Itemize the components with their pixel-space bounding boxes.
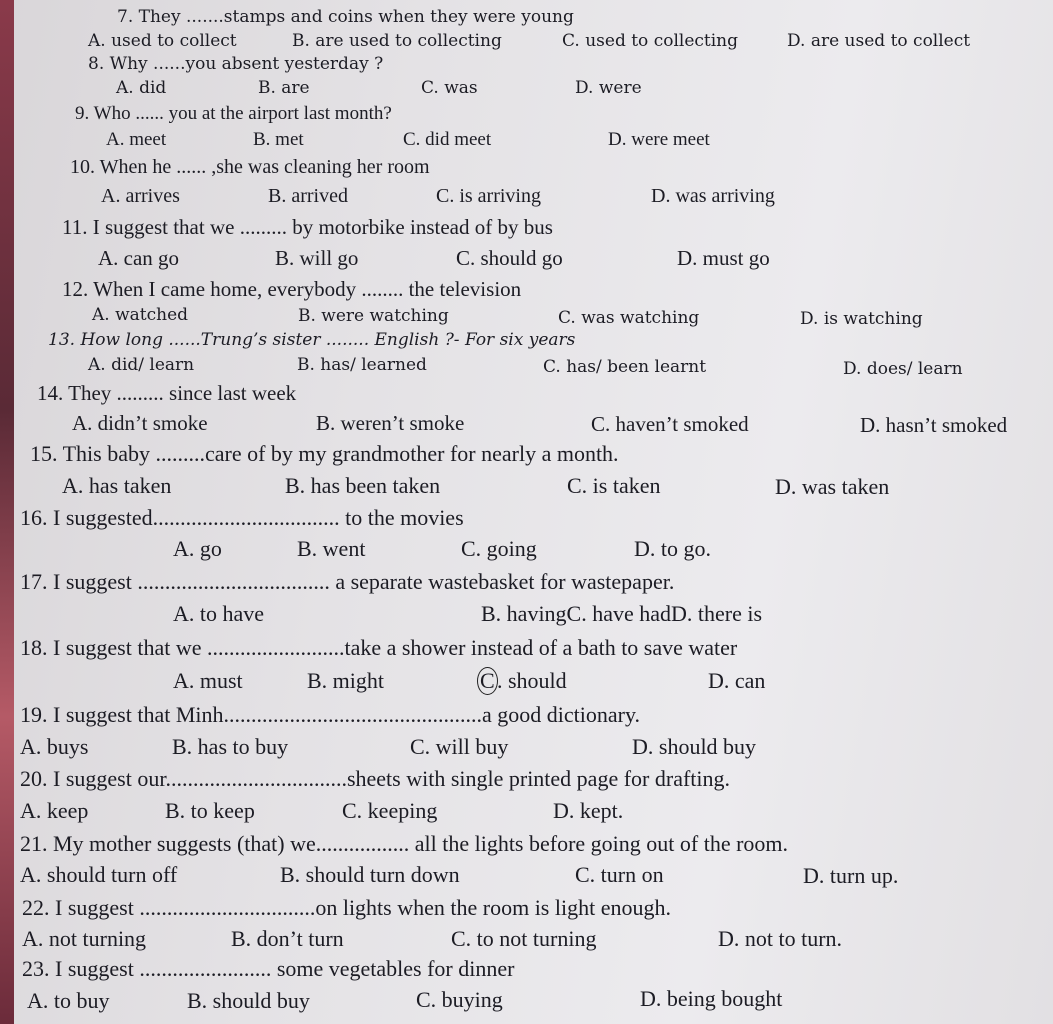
option-b: B. are used to collecting xyxy=(292,31,502,51)
option-c: C. was xyxy=(421,78,478,98)
option-a: A. arrives xyxy=(101,185,180,207)
option-c: C. did meet xyxy=(403,129,492,150)
question-stem: 11. I suggest that we ......... by motorbike instead of by bus xyxy=(62,215,553,239)
option-c: C. going xyxy=(461,536,537,561)
question-stem: 12. When I came home, everybody ........ the television xyxy=(62,277,522,301)
question-stem: 7. They .......stamps and coins when they were young xyxy=(117,7,574,27)
question-stem: 8. Why ......you absent yesterday ? xyxy=(88,54,384,74)
question-stem: 17. I suggest ................................... a separate wastebasket for wastepaper. xyxy=(20,569,675,594)
option-c: C. will buy xyxy=(410,734,509,759)
option-b: B. havingC. have hadD. there is xyxy=(481,601,763,626)
question-stem: 23. I suggest ........................ some vegetables for dinner xyxy=(22,956,515,981)
option-c-circled: C xyxy=(477,667,498,695)
question-stem: 15. This baby .........care of by my grandmother for nearly a month. xyxy=(30,441,619,466)
option-d: D. are used to collect xyxy=(787,31,971,51)
question-stem: 9. Who ...... you at the airport last month? xyxy=(75,103,392,124)
question-stem: 13. How long ......Trung’s sister ........ English ?- For six years xyxy=(48,330,576,350)
option-c: C. is arriving xyxy=(436,185,541,207)
option-a: A. to have xyxy=(173,601,265,626)
option-a: A. must xyxy=(173,668,243,693)
option-c-text: . should xyxy=(497,668,567,693)
question-stem: 20. I suggest our.................................sheets with single printed page for drafting. xyxy=(20,766,731,791)
option-a: A. did/ learn xyxy=(88,355,195,375)
option-c: C. used to collecting xyxy=(562,31,739,51)
option-b: B. might xyxy=(307,668,385,693)
option-b: B. went xyxy=(297,536,366,561)
page-edge xyxy=(0,0,14,1024)
question-stem: 14. They ......... since last week xyxy=(37,381,297,405)
option-b: B. arrived xyxy=(268,185,348,207)
option-b: B. has to buy xyxy=(172,734,289,759)
option-b: B. weren’t smoke xyxy=(316,411,465,435)
option-d: D. should buy xyxy=(632,734,757,759)
option-d: D. being bought xyxy=(640,986,783,1011)
option-c: C. should go xyxy=(456,246,563,270)
option-a: A. should turn off xyxy=(20,862,178,887)
option-c: C. to not turning xyxy=(451,926,597,951)
option-b: B. to keep xyxy=(165,798,255,823)
option-d: D. turn up. xyxy=(803,863,899,888)
option-b: B. were watching xyxy=(298,306,449,326)
question-stem: 19. I suggest that Minh...............................................a good dictionary. xyxy=(20,702,641,727)
question-stem: 16. I suggested.................................. to the movies xyxy=(20,505,464,530)
option-c: C. buying xyxy=(416,987,503,1012)
option-c: C. haven’t smoked xyxy=(591,412,749,436)
option-d: D. kept. xyxy=(553,798,624,823)
option-a: A. used to collect xyxy=(88,31,237,51)
option-b: B. met xyxy=(253,129,304,150)
question-stem: 10. When he ...... ,she was cleaning her room xyxy=(70,156,430,178)
option-a: A. buys xyxy=(20,734,89,759)
option-d: D. were xyxy=(575,78,642,98)
option-d: D. does/ learn xyxy=(843,359,963,379)
option-b: B. are xyxy=(258,78,310,98)
option-d: D. were meet xyxy=(608,129,710,150)
option-a: A. can go xyxy=(98,246,180,270)
option-c: C. is taken xyxy=(567,473,661,498)
option-b: B. has/ learned xyxy=(297,355,427,375)
option-b: B. should turn down xyxy=(280,862,460,887)
option-c: C. keeping xyxy=(342,798,438,823)
option-d: D. is watching xyxy=(800,309,923,329)
option-a: A. not turning xyxy=(22,926,147,951)
option-a: A. to buy xyxy=(27,988,110,1013)
question-stem: 22. I suggest ................................on lights when the room is light enough. xyxy=(22,895,671,920)
option-a: A. keep xyxy=(20,798,89,823)
option-d: D. was taken xyxy=(775,474,890,499)
option-c: C. has/ been learnt xyxy=(543,357,707,377)
option-b: B. don’t turn xyxy=(231,926,344,951)
option-d: D. must go xyxy=(677,246,770,270)
option-a: A. watched xyxy=(92,305,189,325)
option-c: C. turn on xyxy=(575,862,664,887)
question-stem: 18. I suggest that we .........................take a shower instead of a bath to save water xyxy=(20,635,738,660)
option-d: D. not to turn. xyxy=(718,926,843,951)
option-c: C. was watching xyxy=(558,308,700,328)
option-d: D. hasn’t smoked xyxy=(860,413,1008,437)
option-b: B. has been taken xyxy=(285,473,441,498)
option-a: A. didn’t smoke xyxy=(72,411,208,435)
option-a: A. has taken xyxy=(62,473,172,498)
option-d: D. to go. xyxy=(634,536,711,561)
option-a: A. did xyxy=(116,78,167,98)
option-a: A. go xyxy=(173,536,222,561)
option-a: A. meet xyxy=(106,129,167,150)
option-b: B. should buy xyxy=(187,988,310,1013)
option-d: D. can xyxy=(708,668,766,693)
option-b: B. will go xyxy=(275,246,359,270)
question-stem: 21. My mother suggests (that) we................. all the lights before going out of the room. xyxy=(20,831,789,856)
option-d: D. was arriving xyxy=(651,185,775,207)
